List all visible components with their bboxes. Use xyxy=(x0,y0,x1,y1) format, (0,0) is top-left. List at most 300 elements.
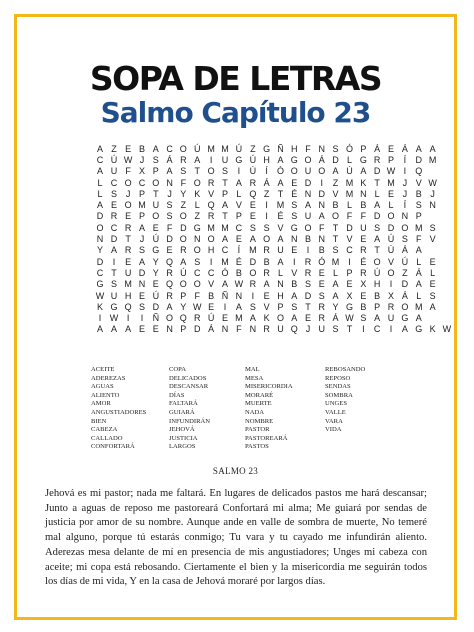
grid-cell[interactable]: R xyxy=(263,324,270,335)
grid-cell[interactable]: B xyxy=(332,200,339,211)
grid-cell[interactable]: B xyxy=(318,245,325,256)
grid-cell[interactable]: Ú xyxy=(152,290,160,301)
grid-cell[interactable]: Ñ xyxy=(221,290,229,301)
grid-cell[interactable]: Ú xyxy=(110,154,118,165)
grid-cell[interactable]: E xyxy=(125,143,132,154)
grid-cell[interactable]: O xyxy=(193,177,201,188)
grid-cell[interactable]: D xyxy=(401,279,409,290)
grid-cell[interactable]: B xyxy=(360,301,367,312)
grid-cell[interactable]: S xyxy=(263,222,270,233)
grid-cell[interactable]: G xyxy=(290,222,298,233)
grid-cell[interactable]: A xyxy=(221,279,228,290)
grid-cell[interactable]: N xyxy=(360,188,367,199)
grid-cell[interactable]: E xyxy=(388,143,395,154)
grid-cell[interactable]: O xyxy=(179,279,187,290)
grid-cell[interactable]: B xyxy=(374,290,381,301)
grid-cell[interactable]: M xyxy=(221,222,229,233)
grid-cell[interactable]: M xyxy=(345,177,354,188)
grid-cell[interactable]: I xyxy=(126,313,130,324)
grid-cell[interactable]: W xyxy=(428,177,437,188)
grid-cell[interactable]: S xyxy=(291,211,298,222)
grid-cell[interactable]: U xyxy=(277,245,284,256)
grid-cell[interactable]: Ú xyxy=(249,154,257,165)
grid-cell[interactable]: R xyxy=(249,279,257,290)
grid-cell[interactable]: C xyxy=(346,245,353,256)
grid-cell[interactable]: R xyxy=(387,301,395,312)
grid-cell[interactable]: L xyxy=(97,188,103,199)
grid-cell[interactable]: O xyxy=(401,301,409,312)
grid-cell[interactable]: M xyxy=(221,256,229,267)
grid-cell[interactable]: J xyxy=(402,177,408,188)
grid-cell[interactable]: R xyxy=(304,267,312,278)
grid-cell[interactable]: I xyxy=(265,200,268,211)
grid-cell[interactable]: O xyxy=(332,211,340,222)
grid-cell[interactable]: Ú xyxy=(373,267,381,278)
grid-cell[interactable]: S xyxy=(111,188,118,199)
grid-cell[interactable]: R xyxy=(249,177,257,188)
grid-cell[interactable]: G xyxy=(359,154,367,165)
grid-cell[interactable]: O xyxy=(387,267,395,278)
grid-cell[interactable]: B xyxy=(208,290,215,301)
grid-cell[interactable]: K xyxy=(360,177,367,188)
grid-cell[interactable]: O xyxy=(373,256,381,267)
grid-cell[interactable]: O xyxy=(124,200,132,211)
grid-cell[interactable]: R xyxy=(180,154,187,165)
grid-cell[interactable]: O xyxy=(387,211,395,222)
grid-cell[interactable]: T xyxy=(194,166,200,177)
grid-cell[interactable]: A xyxy=(97,324,104,335)
grid-cell[interactable]: E xyxy=(318,267,325,278)
grid-cell[interactable]: Y xyxy=(180,188,187,199)
grid-cell[interactable]: U xyxy=(221,154,229,165)
grid-cell[interactable]: L xyxy=(194,200,200,211)
grid-cell[interactable]: V xyxy=(346,234,353,245)
grid-cell[interactable]: C xyxy=(96,154,104,165)
grid-cell[interactable]: S xyxy=(318,290,325,301)
grid-cell[interactable]: V xyxy=(429,234,436,245)
grid-cell[interactable]: T xyxy=(222,211,228,222)
grid-cell[interactable]: A xyxy=(139,256,146,267)
grid-cell[interactable]: Á xyxy=(401,290,408,301)
grid-cell[interactable]: P xyxy=(152,166,159,177)
grid-cell[interactable]: I xyxy=(292,256,296,267)
grid-cell[interactable]: Y xyxy=(180,301,187,312)
grid-cell[interactable]: D xyxy=(304,177,312,188)
grid-cell[interactable]: D xyxy=(96,256,104,267)
grid-cell[interactable]: R xyxy=(360,267,367,278)
grid-cell[interactable]: I xyxy=(389,324,393,335)
grid-cell[interactable]: E xyxy=(249,211,256,222)
grid-cell[interactable]: D xyxy=(180,222,187,233)
grid-cell[interactable]: S xyxy=(291,200,298,211)
grid-cell[interactable]: K xyxy=(194,188,201,199)
grid-cell[interactable]: U xyxy=(304,166,312,177)
grid-cell[interactable]: A xyxy=(97,143,104,154)
grid-cell[interactable]: W xyxy=(192,301,202,312)
grid-cell[interactable]: F xyxy=(166,222,173,233)
grid-cell[interactable]: E xyxy=(208,301,215,312)
grid-cell[interactable]: A xyxy=(221,200,228,211)
grid-cell[interactable]: R xyxy=(180,245,187,256)
grid-cell[interactable]: Ñ xyxy=(277,143,284,154)
grid-cell[interactable]: X xyxy=(139,166,146,177)
grid-cell[interactable]: G xyxy=(263,143,271,154)
grid-cell[interactable]: Á xyxy=(415,267,422,278)
grid-cell[interactable]: Ú xyxy=(346,166,353,177)
grid-cell[interactable]: Á xyxy=(374,143,381,154)
grid-cell[interactable]: L xyxy=(430,267,436,278)
grid-cell[interactable]: A xyxy=(166,166,173,177)
grid-cell[interactable]: E xyxy=(318,279,325,290)
grid-cell[interactable]: Ó xyxy=(318,256,326,267)
grid-cell[interactable]: B xyxy=(291,279,298,290)
grid-cell[interactable]: G xyxy=(290,154,298,165)
grid-cell[interactable]: X xyxy=(360,279,367,290)
grid-cell[interactable]: G xyxy=(345,301,353,312)
grid-cell[interactable]: O xyxy=(179,143,187,154)
grid-cell[interactable]: X xyxy=(388,290,395,301)
grid-cell[interactable]: Ó xyxy=(221,267,229,278)
grid-cell[interactable]: Z xyxy=(250,143,256,154)
grid-cell[interactable]: S xyxy=(291,301,298,312)
grid-cell[interactable]: A xyxy=(304,200,311,211)
grid-cell[interactable]: N xyxy=(166,324,173,335)
grid-cell[interactable]: G xyxy=(96,279,104,290)
grid-cell[interactable]: E xyxy=(221,313,228,324)
grid-cell[interactable]: I xyxy=(209,256,213,267)
grid-cell[interactable]: O xyxy=(179,234,187,245)
grid-cell[interactable]: G xyxy=(110,301,118,312)
grid-cell[interactable]: G xyxy=(152,245,160,256)
grid-cell[interactable]: I xyxy=(320,177,323,188)
grid-cell[interactable]: B xyxy=(235,267,242,278)
grid-cell[interactable]: C xyxy=(96,267,104,278)
grid-cell[interactable]: Á xyxy=(318,154,325,165)
grid-cell[interactable]: A xyxy=(221,234,228,245)
grid-cell[interactable]: S xyxy=(139,245,146,256)
grid-cell[interactable]: E xyxy=(304,313,311,324)
grid-cell[interactable]: J xyxy=(167,188,172,199)
grid-cell[interactable]: N xyxy=(277,279,284,290)
grid-cell[interactable]: A xyxy=(374,313,381,324)
grid-cell[interactable]: R xyxy=(318,313,325,324)
grid-cell[interactable]: Í xyxy=(403,200,407,211)
grid-cell[interactable]: E xyxy=(388,188,395,199)
grid-cell[interactable]: O xyxy=(290,166,298,177)
grid-cell[interactable]: R xyxy=(263,267,270,278)
grid-cell[interactable]: Ú xyxy=(401,256,409,267)
grid-cell[interactable]: T xyxy=(125,234,131,245)
grid-cell[interactable]: M xyxy=(387,177,395,188)
grid-cell[interactable]: S xyxy=(221,166,228,177)
grid-cell[interactable]: N xyxy=(96,234,104,245)
grid-cell[interactable]: J xyxy=(305,324,311,335)
grid-cell[interactable]: S xyxy=(332,143,339,154)
grid-cell[interactable]: W xyxy=(109,313,119,324)
grid-cell[interactable]: Z xyxy=(332,177,339,188)
grid-cell[interactable]: U xyxy=(124,267,132,278)
grid-cell[interactable]: S xyxy=(111,279,118,290)
grid-cell[interactable]: M xyxy=(414,222,423,233)
grid-cell[interactable]: R xyxy=(263,245,270,256)
grid-cell[interactable]: A xyxy=(374,200,381,211)
grid-cell[interactable]: T xyxy=(346,324,353,335)
grid-cell[interactable]: K xyxy=(263,313,270,324)
grid-cell[interactable]: C xyxy=(235,222,243,233)
grid-cell[interactable]: D xyxy=(318,188,325,199)
grid-cell[interactable]: O xyxy=(179,211,187,222)
grid-cell[interactable]: I xyxy=(265,211,268,222)
grid-cell[interactable]: A xyxy=(277,256,284,267)
grid-cell[interactable]: Í xyxy=(265,166,268,177)
grid-cell[interactable]: W xyxy=(386,166,396,177)
grid-cell[interactable]: V xyxy=(235,200,242,211)
grid-cell[interactable]: A xyxy=(360,166,367,177)
grid-cell[interactable]: J xyxy=(139,154,145,165)
grid-cell[interactable]: W xyxy=(345,313,354,324)
grid-cell[interactable]: T xyxy=(222,177,228,188)
grid-cell[interactable]: A xyxy=(291,313,298,324)
grid-cell[interactable]: Z xyxy=(180,200,187,211)
grid-cell[interactable]: Á xyxy=(332,313,339,324)
grid-cell[interactable]: N xyxy=(401,211,409,222)
grid-cell[interactable]: O xyxy=(152,211,160,222)
grid-cell[interactable]: Á xyxy=(263,177,270,188)
grid-cell[interactable]: C xyxy=(110,177,118,188)
grid-cell[interactable]: A xyxy=(111,324,118,335)
grid-cell[interactable]: J xyxy=(139,234,145,245)
grid-cell[interactable]: E xyxy=(429,256,436,267)
grid-cell[interactable]: C xyxy=(207,267,215,278)
grid-cell[interactable]: A xyxy=(429,301,436,312)
grid-cell[interactable]: Á xyxy=(401,143,408,154)
grid-cell[interactable]: P xyxy=(235,211,242,222)
grid-cell[interactable]: D xyxy=(304,290,312,301)
grid-cell[interactable]: V xyxy=(208,279,215,290)
grid-cell[interactable]: L xyxy=(277,267,283,278)
grid-cell[interactable]: R xyxy=(207,211,215,222)
grid-cell[interactable]: I xyxy=(403,166,407,177)
grid-cell[interactable]: O xyxy=(207,234,215,245)
grid-cell[interactable]: A xyxy=(318,211,325,222)
grid-cell[interactable]: T xyxy=(332,222,339,233)
grid-cell[interactable]: D xyxy=(332,154,339,165)
grid-cell[interactable]: L xyxy=(346,200,352,211)
grid-cell[interactable]: V xyxy=(277,222,284,233)
grid-cell[interactable]: O xyxy=(249,267,257,278)
grid-cell[interactable]: V xyxy=(415,177,422,188)
grid-cell[interactable]: E xyxy=(152,222,159,233)
grid-cell[interactable]: Ó xyxy=(345,143,353,154)
grid-cell[interactable]: Í xyxy=(403,154,407,165)
grid-cell[interactable]: B xyxy=(263,256,270,267)
grid-cell[interactable]: S xyxy=(304,279,311,290)
grid-cell[interactable]: Q xyxy=(179,313,187,324)
grid-cell[interactable]: R xyxy=(110,211,118,222)
grid-cell[interactable]: Ó xyxy=(276,166,284,177)
grid-cell[interactable]: D xyxy=(96,211,104,222)
grid-cell[interactable]: H xyxy=(291,143,298,154)
grid-cell[interactable]: R xyxy=(124,245,132,256)
grid-cell[interactable]: T xyxy=(374,177,380,188)
grid-cell[interactable]: I xyxy=(237,166,241,177)
grid-cell[interactable]: N xyxy=(318,143,325,154)
grid-cell[interactable]: Ú xyxy=(387,245,395,256)
grid-cell[interactable]: W xyxy=(442,324,452,335)
grid-cell[interactable]: L xyxy=(236,188,242,199)
grid-cell[interactable]: É xyxy=(235,256,242,267)
grid-cell[interactable]: E xyxy=(346,279,353,290)
grid-cell[interactable]: Ú xyxy=(152,234,160,245)
grid-cell[interactable]: F xyxy=(194,290,200,301)
grid-cell[interactable]: J xyxy=(125,188,131,199)
grid-cell[interactable]: P xyxy=(221,188,228,199)
grid-cell[interactable]: V xyxy=(388,256,395,267)
grid-cell[interactable]: O xyxy=(207,166,215,177)
grid-cell[interactable]: S xyxy=(332,324,339,335)
grid-cell[interactable]: E xyxy=(139,290,146,301)
grid-cell[interactable]: O xyxy=(152,177,160,188)
grid-cell[interactable]: L xyxy=(416,290,422,301)
grid-cell[interactable]: E xyxy=(360,290,367,301)
grid-cell[interactable]: M xyxy=(249,245,257,256)
grid-cell[interactable]: G xyxy=(193,222,201,233)
grid-cell[interactable]: Z xyxy=(111,143,117,154)
grid-cell[interactable]: S xyxy=(429,290,436,301)
grid-cell[interactable]: R xyxy=(193,313,201,324)
grid-cell[interactable]: E xyxy=(125,211,132,222)
grid-cell[interactable]: S xyxy=(401,234,408,245)
grid-cell[interactable]: A xyxy=(277,234,284,245)
grid-cell[interactable]: S xyxy=(429,222,436,233)
grid-cell[interactable]: L xyxy=(416,256,422,267)
grid-cell[interactable]: N xyxy=(138,279,146,290)
grid-cell[interactable]: A xyxy=(415,313,422,324)
grid-cell[interactable]: I xyxy=(209,154,213,165)
grid-cell[interactable]: O xyxy=(304,154,312,165)
grid-cell[interactable]: A xyxy=(415,279,422,290)
grid-cell[interactable]: D xyxy=(110,234,118,245)
grid-cell[interactable]: N xyxy=(221,324,229,335)
grid-cell[interactable]: E xyxy=(291,177,298,188)
grid-cell[interactable]: V xyxy=(291,267,298,278)
grid-cell[interactable]: É xyxy=(291,188,298,199)
grid-cell[interactable]: N xyxy=(249,324,257,335)
grid-cell[interactable]: P xyxy=(360,143,367,154)
grid-cell[interactable]: D xyxy=(387,222,395,233)
grid-cell[interactable]: N xyxy=(193,234,201,245)
grid-cell[interactable]: D xyxy=(373,211,381,222)
grid-cell[interactable]: Q xyxy=(166,279,174,290)
grid-cell[interactable]: I xyxy=(362,324,365,335)
grid-cell[interactable]: E xyxy=(152,324,159,335)
grid-cell[interactable]: O xyxy=(166,313,174,324)
grid-cell[interactable]: T xyxy=(305,301,311,312)
grid-cell[interactable]: E xyxy=(360,234,367,245)
grid-cell[interactable]: Z xyxy=(263,188,270,199)
grid-cell[interactable]: Á xyxy=(208,324,215,335)
grid-cell[interactable]: Q xyxy=(124,301,132,312)
grid-cell[interactable]: O xyxy=(304,222,312,233)
grid-cell[interactable]: A xyxy=(180,256,187,267)
grid-cell[interactable]: S xyxy=(194,256,201,267)
grid-cell[interactable]: R xyxy=(124,222,132,233)
grid-cell[interactable]: S xyxy=(374,222,381,233)
grid-cell[interactable]: W xyxy=(123,154,133,165)
grid-cell[interactable]: Ú xyxy=(249,166,257,177)
grid-cell[interactable]: Í xyxy=(237,245,241,256)
grid-cell[interactable]: N xyxy=(166,177,173,188)
grid-cell[interactable]: Z xyxy=(194,211,200,222)
grid-cell[interactable]: R xyxy=(207,177,215,188)
grid-cell[interactable]: G xyxy=(415,324,423,335)
grid-cell[interactable]: I xyxy=(306,245,310,256)
grid-cell[interactable]: B xyxy=(415,188,422,199)
grid-cell[interactable]: Á xyxy=(166,154,173,165)
grid-cell[interactable]: C xyxy=(166,143,173,154)
grid-cell[interactable]: M xyxy=(331,256,340,267)
grid-cell[interactable]: T xyxy=(153,188,159,199)
grid-cell[interactable]: R xyxy=(304,256,312,267)
grid-cell[interactable]: K xyxy=(429,324,436,335)
grid-cell[interactable]: R xyxy=(166,267,173,278)
grid-cell[interactable]: N xyxy=(235,290,243,301)
grid-cell[interactable]: H xyxy=(373,279,381,290)
grid-cell[interactable]: P xyxy=(388,154,395,165)
grid-cell[interactable]: C xyxy=(193,267,201,278)
grid-cell[interactable]: S xyxy=(180,166,187,177)
grid-cell[interactable]: N xyxy=(291,234,298,245)
grid-cell[interactable]: Q xyxy=(207,200,215,211)
grid-cell[interactable]: A xyxy=(235,301,242,312)
grid-cell[interactable]: E xyxy=(125,256,132,267)
grid-cell[interactable]: A xyxy=(111,245,118,256)
grid-cell[interactable]: A xyxy=(263,279,270,290)
grid-cell[interactable]: E xyxy=(111,200,118,211)
grid-cell[interactable]: M xyxy=(428,154,437,165)
grid-cell[interactable]: P xyxy=(346,267,353,278)
grid-cell[interactable]: Q xyxy=(415,166,423,177)
grid-cell[interactable]: D xyxy=(138,267,146,278)
grid-cell[interactable]: H xyxy=(277,290,284,301)
grid-cell[interactable]: F xyxy=(125,166,131,177)
grid-cell[interactable]: O xyxy=(276,313,284,324)
grid-cell[interactable]: C xyxy=(110,222,118,233)
grid-cell[interactable]: S xyxy=(249,222,256,233)
grid-cell[interactable]: A xyxy=(249,234,256,245)
grid-cell[interactable]: T xyxy=(111,267,117,278)
grid-cell[interactable]: A xyxy=(166,301,173,312)
grid-cell[interactable]: S xyxy=(415,200,422,211)
grid-cell[interactable]: A xyxy=(401,324,408,335)
grid-cell[interactable]: P xyxy=(374,301,381,312)
grid-cell[interactable]: S xyxy=(166,211,173,222)
grid-cell[interactable]: C xyxy=(373,324,381,335)
grid-cell[interactable]: Ú xyxy=(387,234,395,245)
grid-cell[interactable]: T xyxy=(277,188,284,199)
grid-cell[interactable]: S xyxy=(152,154,159,165)
grid-cell[interactable]: M xyxy=(221,143,229,154)
grid-cell[interactable]: L xyxy=(388,200,394,211)
grid-cell[interactable]: H xyxy=(124,290,132,301)
grid-cell[interactable]: C xyxy=(138,177,146,188)
grid-cell[interactable]: G xyxy=(235,154,243,165)
grid-cell[interactable]: A xyxy=(277,177,284,188)
grid-cell[interactable]: V xyxy=(263,301,270,312)
grid-cell[interactable]: A xyxy=(235,177,242,188)
grid-cell[interactable]: I xyxy=(251,290,255,301)
grid-cell[interactable]: I xyxy=(98,313,102,324)
